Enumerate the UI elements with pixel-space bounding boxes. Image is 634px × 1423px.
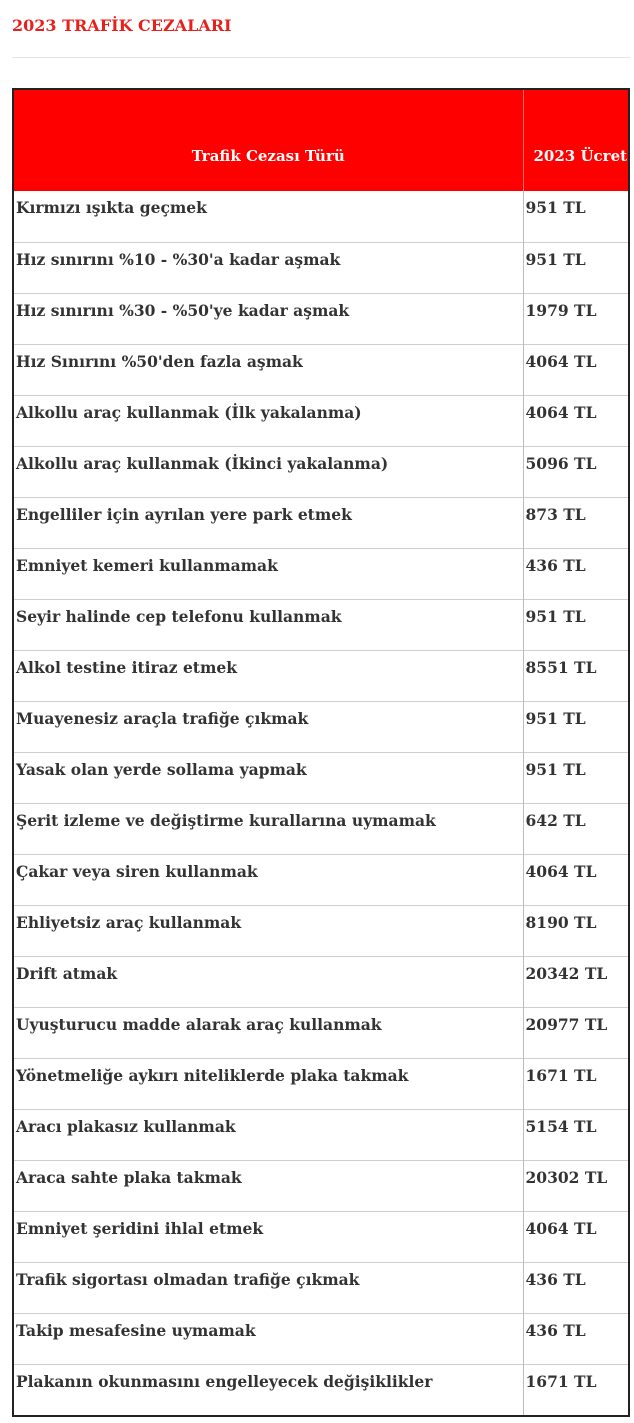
table-row (14, 1160, 628, 1211)
fine-type-cell: Çakar veya siren kullanmak (14, 854, 523, 905)
fine-type-cell: Alkollu araç kullanmak (İlk yakalanma) (14, 395, 523, 446)
traffic-fines-table (12, 88, 630, 1417)
table-row (14, 1313, 628, 1364)
table-row (14, 599, 628, 650)
table-body (14, 191, 628, 1415)
fee-cell: 436 TL (523, 1262, 628, 1313)
table-row (14, 1007, 628, 1058)
fine-type-cell: Plakanın okunmasını engelleyecek değişiklikler (14, 1364, 523, 1415)
table-row (14, 701, 628, 752)
title-divider (12, 57, 630, 58)
table-row (14, 803, 628, 854)
table-row (14, 548, 628, 599)
fee-cell: 873 TL (523, 497, 628, 548)
table-row (14, 1109, 628, 1160)
fine-type-cell: Uyuşturucu madde alarak araç kullanmak (14, 1007, 523, 1058)
fine-type-cell: Araca sahte plaka takmak (14, 1160, 523, 1211)
fine-type-cell: Drift atmak (14, 956, 523, 1007)
fee-cell: 951 TL (523, 242, 628, 293)
fee-cell: 951 TL (523, 599, 628, 650)
fine-type-cell: Seyir halinde cep telefonu kullanmak (14, 599, 523, 650)
fee-cell: 4064 TL (523, 854, 628, 905)
fee-cell: 951 TL (523, 191, 628, 242)
table-header-row (14, 90, 628, 191)
fee-cell: 8551 TL (523, 650, 628, 701)
table-row (14, 854, 628, 905)
fee-cell: 436 TL (523, 548, 628, 599)
table-row (14, 905, 628, 956)
fine-type-cell: Kırmızı ışıkta geçmek (16, 198, 207, 217)
fee-cell: 436 TL (523, 1313, 628, 1364)
page-title: 2023 TRAFİK CEZALARI (12, 16, 232, 35)
table-row (14, 1211, 628, 1262)
fee-cell: 5154 TL (523, 1109, 628, 1160)
table-row (14, 446, 628, 497)
fine-type-cell: Hız sınırını %10 - %30'a kadar aşmak (14, 242, 523, 293)
table-row (14, 242, 628, 293)
table-row (14, 344, 628, 395)
fine-type-cell: Takip mesafesine uymamak (14, 1313, 523, 1364)
table-row (14, 1364, 628, 1415)
fee-cell: 5096 TL (523, 446, 628, 497)
fee-cell: 4064 TL (523, 395, 628, 446)
header-fine-type: Trafik Cezası Türü (14, 90, 523, 191)
fine-type-cell: Alkol testine itiraz etmek (14, 650, 523, 701)
fine-type-cell: Yasak olan yerde sollama yapmak (14, 752, 523, 803)
fee-cell: 20302 TL (523, 1160, 628, 1211)
fine-type-cell: Muayenesiz araçla trafiğe çıkmak (14, 701, 523, 752)
fine-type-cell: Trafik sigortası olmadan trafiğe çıkmak (14, 1262, 523, 1313)
fine-type-cell: Ehliyetsiz araç kullanmak (14, 905, 523, 956)
fine-type-cell: Şerit izleme ve değiştirme kurallarına uymamak (14, 803, 523, 854)
fine-type-cell: Emniyet şeridini ihlal etmek (14, 1211, 523, 1262)
table-row (14, 752, 628, 803)
table-row (14, 650, 628, 701)
table-row (14, 395, 628, 446)
table-row (14, 1058, 628, 1109)
fine-type-cell: Yönetmeliğe aykırı niteliklerde plaka takmak (14, 1058, 523, 1109)
fine-type-cell: Hız Sınırını %50'den fazla aşmak (14, 344, 523, 395)
fine-type-cell: Alkollu araç kullanmak (İkinci yakalanma) (14, 446, 523, 497)
table-row (14, 497, 628, 548)
table-row (14, 1262, 628, 1313)
fee-cell: 1671 TL (523, 1364, 628, 1415)
fee-cell: 4064 TL (523, 1211, 628, 1262)
fee-cell: 4064 TL (523, 344, 628, 395)
fee-cell: 20977 TL (523, 1007, 628, 1058)
fee-cell: 20342 TL (523, 956, 628, 1007)
fine-type-cell: Aracı plakasız kullanmak (14, 1109, 523, 1160)
table-row (14, 956, 628, 1007)
fee-cell: 1979 TL (523, 293, 628, 344)
table-row (14, 293, 628, 344)
fee-cell: 1671 TL (523, 1058, 628, 1109)
fine-type-cell: Hız sınırını %30 - %50'ye kadar aşmak (14, 293, 523, 344)
fee-cell: 951 TL (523, 701, 628, 752)
fine-type-cell: Emniyet kemeri kullanmamak (14, 548, 523, 599)
fee-cell: 951 TL (523, 752, 628, 803)
table-row (14, 191, 628, 242)
header-fee: 2023 Ücret (523, 90, 628, 191)
fee-cell: 642 TL (523, 803, 628, 854)
fine-type-cell: Engelliler için ayrılan yere park etmek (14, 497, 523, 548)
fee-cell: 8190 TL (523, 905, 628, 956)
